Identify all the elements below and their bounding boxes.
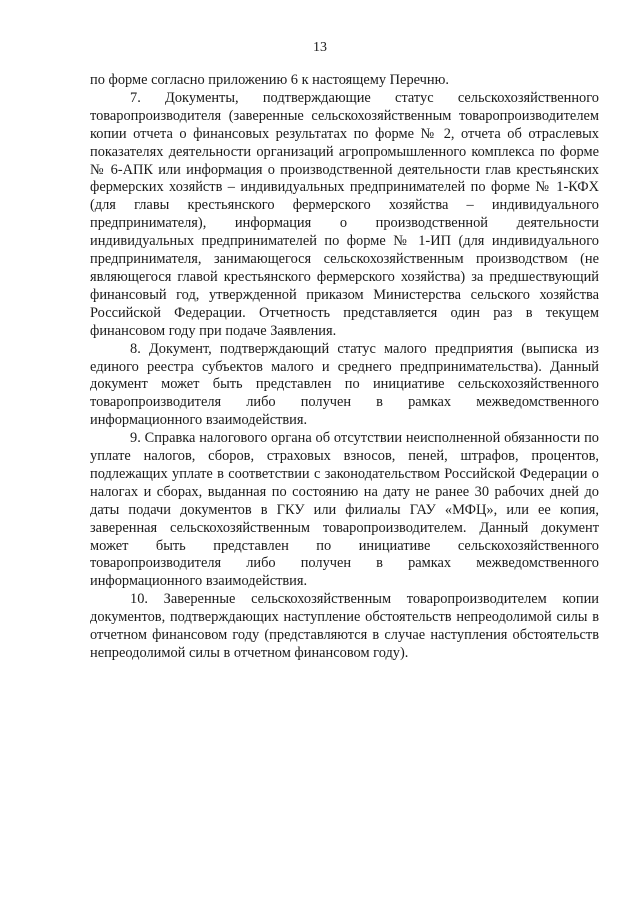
paragraph-item-8: 8. Документ, подтверждающий статус малого предприятия (выписка из единого реестра субъектов малого и среднего предпринимательства). Данный документ может быть представлен по инициативе сельскохозяйственного товаропроизводителя либо получен в рамках межведомственного информационного взаимодействия. <box>90 340 599 429</box>
paragraph-intro: по форме согласно приложению 6 к настоящему Перечню. <box>90 72 449 88</box>
paragraph-item-9: 9. Справка налогового органа об отсутствии неисполненной обязанности по уплате налогов, сборов, страховых взносов, пеней, штрафов, процентов, подлежащих уплате в соответствии с законодательством Российской Федерации о налогах и сборах, выданная по состоянию на дату не ранее 30 рабочих дней до даты подачи документов в ГКУ или филиалы ГАУ «МФЦ», или ее копия, заверенная сельскохозяйственным товаропроизводителем. Данный документ может быть представлен по инициативе сельскохозяйственного товаропроизводителя либо получен в рамках межведомственного информационного взаимодействия. <box>90 430 599 590</box>
page-number: 13 <box>313 40 327 55</box>
paragraph-item-7: 7. Документы, подтверждающие статус сельскохозяйственного товаропроизводителя (заверенные сельскохозяйственным товаропроизводителем копии отчета о финансовых результатах по форме № 2, отчета об отраслевых показателях деятельности организаций агропромышленного комплекса по форме № 6-АПК или информация о производственной деятельности глав крестьянских фермерских хозяйств – индивидуальных предпринимателей по форме № 1-КФХ (для главы крестьянского фермерского хозяйства – индивидуального предпринимателя), информация о производственной деятельности индивидуальных предпринимателей по форме № 1-ИП (для индивидуального предпринимателя, занимающегося сельскохозяйственным производством (не являющегося главой крестьянского фермерского хозяйства) за предшествующий финансовый год, утвержденной приказом Министерства сельского хозяйства Российской Федерации. Отчетность представляется один раз в текущем финансовом году при подаче Заявления. <box>90 89 599 339</box>
document-body <box>90 72 599 663</box>
paragraph-item-10: 10. Заверенные сельскохозяйственным товаропроизводителем копии документов, подтверждающих наступление обстоятельств непреодолимой силы в отчетном финансовом году (представляются в случае наступления обстоятельств непреодолимой силы в отчетном финансовом году). <box>90 591 599 661</box>
